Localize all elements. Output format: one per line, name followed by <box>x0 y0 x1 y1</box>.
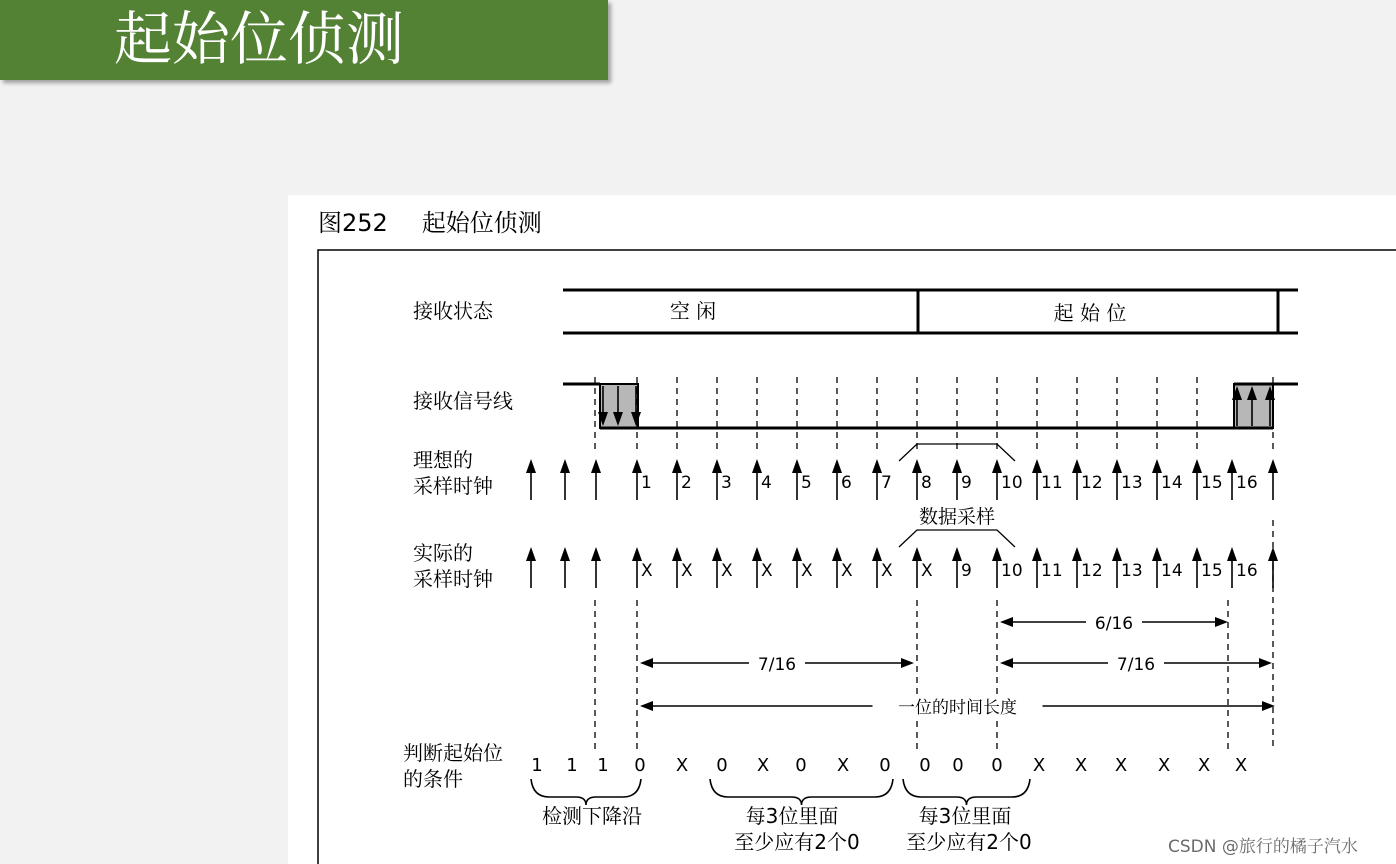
ideal-label-9: 9 <box>961 473 972 493</box>
label-ideal-clock-1: 理想的 <box>413 448 473 472</box>
actual-pre-arrow-1-head <box>560 547 570 561</box>
ideal-arrow-11-head <box>1032 459 1042 473</box>
condition-value-7: 0 <box>795 755 807 776</box>
state-start-label: 起 始 位 <box>1053 301 1127 325</box>
ideal-arrow-12-head <box>1072 459 1082 473</box>
actual-label-15: 15 <box>1201 561 1223 581</box>
ideal-label-12: 12 <box>1081 473 1103 493</box>
actual-arrow-16-head <box>1227 547 1237 561</box>
condition-value-18: X <box>1234 755 1248 776</box>
actual-label-6: X <box>841 561 853 581</box>
actual-arrow-11-head <box>1032 547 1042 561</box>
actual-arrow-14-head <box>1152 547 1162 561</box>
ideal-arrow-8-head <box>912 459 922 473</box>
slide-title: 起始位侦测 <box>114 5 405 73</box>
ideal-arrow-9-head <box>952 459 962 473</box>
span-one-bit-left-head <box>640 701 653 711</box>
ideal-arrow-14-head <box>1152 459 1162 473</box>
brace-falling-edge <box>531 779 641 805</box>
ideal-label-14: 14 <box>1161 473 1183 493</box>
ideal-label-13: 13 <box>1121 473 1143 493</box>
condition-value-17: X <box>1197 755 1211 776</box>
brace-majority-left-line2: 至少应有2个0 <box>734 830 860 854</box>
ideal-arrow-15-head <box>1192 459 1202 473</box>
span-7-16-left-label: 7/16 <box>757 655 797 675</box>
label-condition-1: 判断起始位 <box>403 741 503 765</box>
ideal-arrow-1-head <box>632 459 642 473</box>
actual-label-2: X <box>681 561 693 581</box>
actual-arrow-3-head <box>712 547 722 561</box>
span-7-16-right-right-head <box>1259 658 1272 668</box>
condition-value-8: X <box>836 755 850 776</box>
actual-label-12: 12 <box>1081 561 1103 581</box>
watermark: CSDN @旅行的橘子汽水 <box>1168 837 1358 857</box>
label-rx-line: 接收信号线 <box>413 389 513 413</box>
actual-label-9: 9 <box>961 561 972 581</box>
ideal-label-2: 2 <box>681 473 692 493</box>
label-actual-clock-2: 采样时钟 <box>413 567 493 591</box>
label-condition-2: 的条件 <box>403 767 463 791</box>
state-idle-label: 空 闲 <box>669 299 717 323</box>
label-rx-state: 接收状态 <box>413 299 493 323</box>
brace-majority-right-line2: 至少应有2个0 <box>906 830 1032 854</box>
ideal-label-7: 7 <box>881 473 892 493</box>
actual-pre-arrow-0-head <box>526 547 536 561</box>
condition-value-16: X <box>1157 755 1171 776</box>
actual-label-11: 11 <box>1041 561 1063 581</box>
brace-majority-right-line1: 每3位里面 <box>918 804 1012 828</box>
actual-arrow-5-head <box>792 547 802 561</box>
ideal-arrow-3-head <box>712 459 722 473</box>
condition-value-1: 1 <box>566 755 578 776</box>
actual-arrow-7-head <box>872 547 882 561</box>
actual-sampling-bracket <box>899 530 1015 547</box>
brace-falling-edge-label: 检测下降沿 <box>542 804 642 828</box>
condition-value-9: 0 <box>879 755 891 776</box>
span-7-16-right-label: 7/16 <box>1116 655 1156 675</box>
diagram-content <box>403 290 1298 854</box>
ideal-arrow-4-head <box>752 459 762 473</box>
actual-pre-arrow-2-head <box>591 547 601 561</box>
span-7-16-left-left-head <box>640 658 653 668</box>
ideal-label-16: 16 <box>1236 473 1258 493</box>
span-7-16-right-left-head <box>1000 658 1013 668</box>
actual-arrow-2-head <box>672 547 682 561</box>
label-actual-clock-1: 实际的 <box>413 541 473 565</box>
brace-majority-left-line1: 每3位里面 <box>745 804 839 828</box>
ideal-label-1: 1 <box>641 473 652 493</box>
ideal-arrow-5-head <box>792 459 802 473</box>
brace-majority-right <box>903 779 1030 805</box>
condition-value-14: X <box>1074 755 1088 776</box>
actual-arrow-12-head <box>1072 547 1082 561</box>
condition-value-6: X <box>756 755 770 776</box>
actual-label-4: X <box>761 561 773 581</box>
span-one-bit-label: 一位的时间长度 <box>898 698 1017 718</box>
ideal-arrow-end-head <box>1268 459 1278 473</box>
actual-label-5: X <box>801 561 813 581</box>
condition-value-12: 0 <box>991 755 1003 776</box>
condition-value-15: X <box>1114 755 1128 776</box>
actual-label-8: X <box>921 561 933 581</box>
actual-arrow-8-head <box>912 547 922 561</box>
ideal-label-8: 8 <box>921 473 932 493</box>
ideal-arrow-7-head <box>872 459 882 473</box>
ideal-label-3: 3 <box>721 473 732 493</box>
condition-value-5: 0 <box>716 755 728 776</box>
condition-value-0: 1 <box>531 755 543 776</box>
ideal-pre-arrow-0-head <box>526 459 536 473</box>
actual-arrow-9-head <box>952 547 962 561</box>
condition-value-4: X <box>675 755 689 776</box>
span-6-16-right-head <box>1215 617 1228 627</box>
span-7-16-left-right-head <box>901 658 914 668</box>
condition-value-11: 0 <box>952 755 964 776</box>
actual-label-3: X <box>721 561 733 581</box>
ideal-arrow-2-head <box>672 459 682 473</box>
ideal-label-6: 6 <box>841 473 852 493</box>
actual-arrow-1-head <box>632 547 642 561</box>
ideal-pre-arrow-2-head <box>591 459 601 473</box>
actual-label-14: 14 <box>1161 561 1183 581</box>
actual-label-1: X <box>641 561 653 581</box>
actual-label-16: 16 <box>1236 561 1258 581</box>
ideal-label-10: 10 <box>1001 473 1023 493</box>
ideal-label-4: 4 <box>761 473 772 493</box>
actual-arrow-10-head <box>992 547 1002 561</box>
span-6-16-left-head <box>1000 617 1013 627</box>
figure-title: 起始位侦测 <box>421 209 542 237</box>
condition-value-3: 0 <box>634 755 646 776</box>
actual-label-13: 13 <box>1121 561 1143 581</box>
ideal-pre-arrow-1-head <box>560 459 570 473</box>
actual-arrow-6-head <box>832 547 842 561</box>
actual-arrow-13-head <box>1112 547 1122 561</box>
ideal-arrow-16-head <box>1227 459 1237 473</box>
actual-arrow-4-head <box>752 547 762 561</box>
ideal-arrow-6-head <box>832 459 842 473</box>
figure-number: 图252 <box>318 209 388 237</box>
ideal-arrow-13-head <box>1112 459 1122 473</box>
ideal-arrow-10-head <box>992 459 1002 473</box>
actual-arrow-end-head <box>1268 547 1278 561</box>
actual-arrow-15-head <box>1192 547 1202 561</box>
condition-value-2: 1 <box>597 755 609 776</box>
ideal-label-5: 5 <box>801 473 812 493</box>
condition-value-10: 0 <box>919 755 931 776</box>
label-ideal-clock-2: 采样时钟 <box>413 474 493 498</box>
actual-label-7: X <box>881 561 893 581</box>
condition-value-13: X <box>1032 755 1046 776</box>
actual-label-10: 10 <box>1001 561 1023 581</box>
ideal-label-11: 11 <box>1041 473 1063 493</box>
data-sampling-label: 数据采样 <box>918 506 996 528</box>
ideal-label-15: 15 <box>1201 473 1223 493</box>
span-6-16-label: 6/16 <box>1094 614 1134 634</box>
brace-majority-left <box>710 779 893 805</box>
